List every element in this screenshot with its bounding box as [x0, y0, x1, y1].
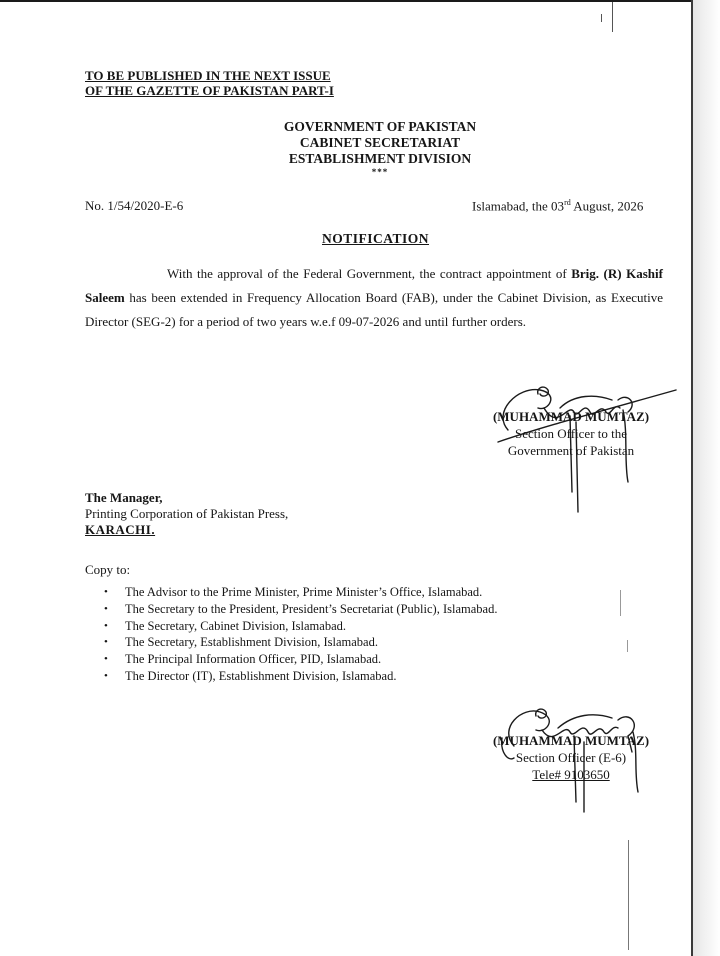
recipient-title: The Manager, — [85, 490, 163, 505]
bullet: • — [104, 619, 108, 632]
letterhead — [230, 119, 530, 177]
copy-to-heading: Copy to: — [85, 562, 131, 577]
list-item — [104, 618, 497, 635]
appointee-name: Brig. (R) Kashif Saleem — [85, 266, 663, 305]
scan-mark — [628, 840, 629, 950]
scan-margin-shade — [693, 0, 720, 956]
date-month-year: August, 2026 — [570, 198, 644, 214]
list-item-text: The Advisor to the Prime Minister, Prime Minister’s Office, Islamabad. — [125, 585, 483, 599]
notification-body — [85, 262, 663, 334]
gazette-line-1: TO BE PUBLISHED IN THE NEXT ISSUE — [85, 68, 331, 83]
body-text-before: With the approval of the Federal Government, the contract appointment of — [167, 266, 572, 281]
signatory-1-title: Section Officer to the — [514, 426, 628, 441]
letterhead-government: GOVERNMENT OF PAKISTAN — [283, 119, 477, 134]
list-item — [104, 651, 497, 668]
list-item-text: The Secretary, Establishment Division, Islamabad. — [125, 635, 378, 650]
scan-mark — [601, 14, 602, 22]
copy-to-list — [104, 584, 497, 685]
reference-number: No. 1/54/2020-E-6 — [85, 198, 184, 213]
list-item-text: The Director (IT), Establishment Division, Islamabad. — [125, 668, 397, 683]
bullet: • — [104, 636, 108, 649]
list-item — [104, 601, 497, 618]
signatory-2-telephone: Tele# 9103650 — [532, 767, 610, 782]
recipient-org: Printing Corporation of Pakistan Press, — [85, 506, 289, 521]
bullet: • — [104, 602, 108, 615]
notification-heading: NOTIFICATION — [322, 231, 430, 246]
letterhead-division: ESTABLISHMENT DIVISION — [288, 151, 472, 166]
signatory-2-title: Section Officer (E-6) — [515, 750, 627, 765]
gazette-note — [85, 68, 334, 98]
bullet: • — [104, 586, 108, 598]
list-item — [104, 584, 497, 601]
signatory-2-name: (MUHAMMAD MUMTAZ) — [492, 733, 650, 748]
signatory-1-name: (MUHAMMAD MUMTAZ) — [492, 409, 650, 424]
recipient-city: KARACHI. — [85, 522, 156, 537]
list-item-text: The Principal Information Officer, PID, Islamabad. — [125, 652, 382, 667]
scan-right-edge — [691, 0, 693, 956]
date-suffix: rd — [564, 198, 571, 207]
bullet: • — [104, 653, 108, 666]
list-item — [104, 668, 497, 685]
body-text-after: has been extended in Frequency Allocation Board (FAB), under the Cabinet Division, as Executive Director (SEG-2) for a period of two years w.e.f 09-07-2026 and until further orders. — [85, 290, 663, 329]
list-item — [104, 634, 497, 651]
letterhead-secretariat: CABINET SECRETARIAT — [299, 135, 461, 150]
scan-mark — [620, 590, 621, 616]
signatory-1-block — [476, 408, 666, 459]
signatory-2-block — [476, 732, 666, 783]
scan-mark — [612, 2, 613, 32]
signatory-1-org: Government of Pakistan — [507, 443, 635, 458]
letterhead-stars: *** — [371, 167, 389, 177]
date-place: Islamabad, the 03 — [472, 198, 565, 214]
bullet: • — [104, 669, 108, 682]
place-and-date — [472, 198, 643, 214]
gazette-line-2: OF THE GAZETTE OF PAKISTAN PART-I — [85, 83, 334, 98]
list-item-text: The Secretary, Cabinet Division, Islamabad. — [125, 618, 346, 633]
scan-mark — [627, 640, 628, 652]
recipient-block — [85, 490, 288, 538]
list-item-text: The Secretary to the President, President’s Secretariat (Public), Islamabad. — [125, 601, 498, 616]
